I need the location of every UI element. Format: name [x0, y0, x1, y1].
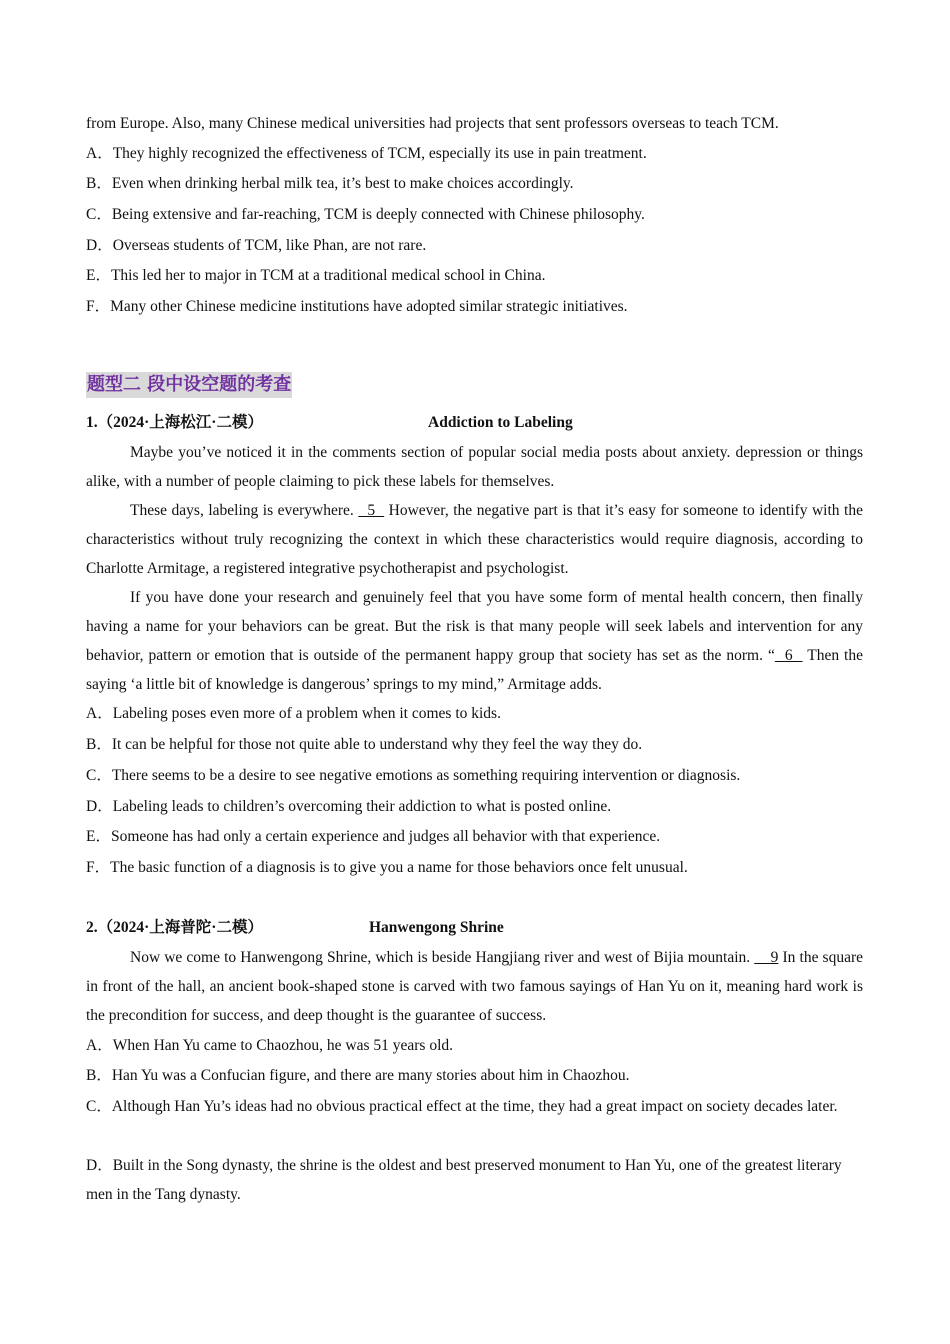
- text: These days, labeling is everywhere.: [130, 502, 359, 519]
- q1-option-e: E．Someone has had only a certain experience and judges all behavior with that experience.: [86, 828, 661, 845]
- question-2-label: 2.（2024·上海普陀·二模）: [86, 919, 263, 936]
- q1-option-a: A．Labeling poses even more of a problem when it comes to kids.: [86, 705, 501, 722]
- paragraph-tail: from Europe. Also, many Chinese medical universities had projects that sent professors overseas to teach TCM.: [86, 115, 779, 132]
- blank-9: 9: [754, 949, 779, 966]
- question-1-title: Addiction to Labeling: [428, 414, 573, 431]
- q1-option-f: F．The basic function of a diagnosis is to give you a name for those behaviors once felt unusual.: [86, 859, 688, 876]
- q2-option-b: B．Han Yu was a Confucian figure, and there are many stories about him in Chaozhou.: [86, 1067, 630, 1084]
- q2-paragraph-1: [86, 943, 863, 1030]
- question-1-label: 1.（2024·上海松江·二模）: [86, 414, 263, 431]
- option-c: C．Being extensive and far-reaching, TCM is deeply connected with Chinese philosophy.: [86, 206, 645, 223]
- q2-option-c: C．Although Han Yu’s ideas had no obvious practical effect at the time, they had a great impact on society decades later.: [86, 1098, 838, 1115]
- text: Now we come to Hanwengong Shrine, which is beside Hangjiang river and west of Bijia mountain.: [130, 949, 755, 966]
- option-b: B．Even when drinking herbal milk tea, it’s best to make choices accordingly.: [86, 175, 574, 192]
- text: If you have done your research and genuinely feel that you have some form of mental health concern, then finally having a name for your behaviors can be great. But the risk is that many people will seek labels and intervention for any behavior, pattern or emotion that is outside of the permanent happy group that society has set as the norm. “: [86, 589, 863, 664]
- option-d: D．Overseas students of TCM, like Phan, are not rare.: [86, 237, 427, 254]
- question-2-title: Hanwengong Shrine: [369, 919, 504, 936]
- option-f: F．Many other Chinese medicine institutions have adopted similar strategic initiatives.: [86, 298, 628, 315]
- text: However, the negative part is that it’s easy for someone to identify with the characteristics without truly recognizing the context in which these characteristics would require diagnosis, according to Charlotte Armitage, a registered integrative psychotherapist and psychologist.: [86, 502, 863, 577]
- text: Then the saying ‘a little bit of knowledge is dangerous’ springs to my mind,” Armitage adds.: [86, 647, 863, 693]
- q1-option-c: C．There seems to be a desire to see negative emotions as something requiring intervention or diagnosis.: [86, 767, 741, 784]
- text: In the square in front of the hall, an ancient book-shaped stone is carved with two famous sayings of Han Yu on it, meaning hard work is the precondition for success, and deep thought is the guarantee of success.: [86, 949, 863, 1024]
- q1-paragraph-3: [86, 583, 863, 699]
- q1-option-d: D．Labeling leads to children’s overcoming their addiction to what is posted online.: [86, 798, 612, 815]
- q2-option-a: A．When Han Yu came to Chaozhou, he was 51 years old.: [86, 1037, 454, 1054]
- q2-option-d: D．Built in the Song dynasty, the shrine is the oldest and best preserved monument to Han Yu, one of the greatest literary men in the Tang dynasty.: [86, 1157, 842, 1203]
- q1-paragraph-2: [86, 496, 863, 583]
- option-e: E．This led her to major in TCM at a traditional medical school in China.: [86, 267, 546, 284]
- option-a: A．They highly recognized the effectiveness of TCM, especially its use in pain treatment.: [86, 145, 647, 162]
- section-heading: 题型二 段中设空题的考查: [86, 372, 292, 398]
- blank-5: 5: [358, 502, 385, 519]
- blank-6: 6: [774, 647, 803, 664]
- q1-option-b: B．It can be helpful for those not quite able to understand why they feel the way they do.: [86, 736, 643, 753]
- q1-paragraph-1: Maybe you’ve noticed it in the comments section of popular social media posts about anxiety. depression or things alike, with a number of people claiming to pick these labels for themselves.: [86, 444, 863, 490]
